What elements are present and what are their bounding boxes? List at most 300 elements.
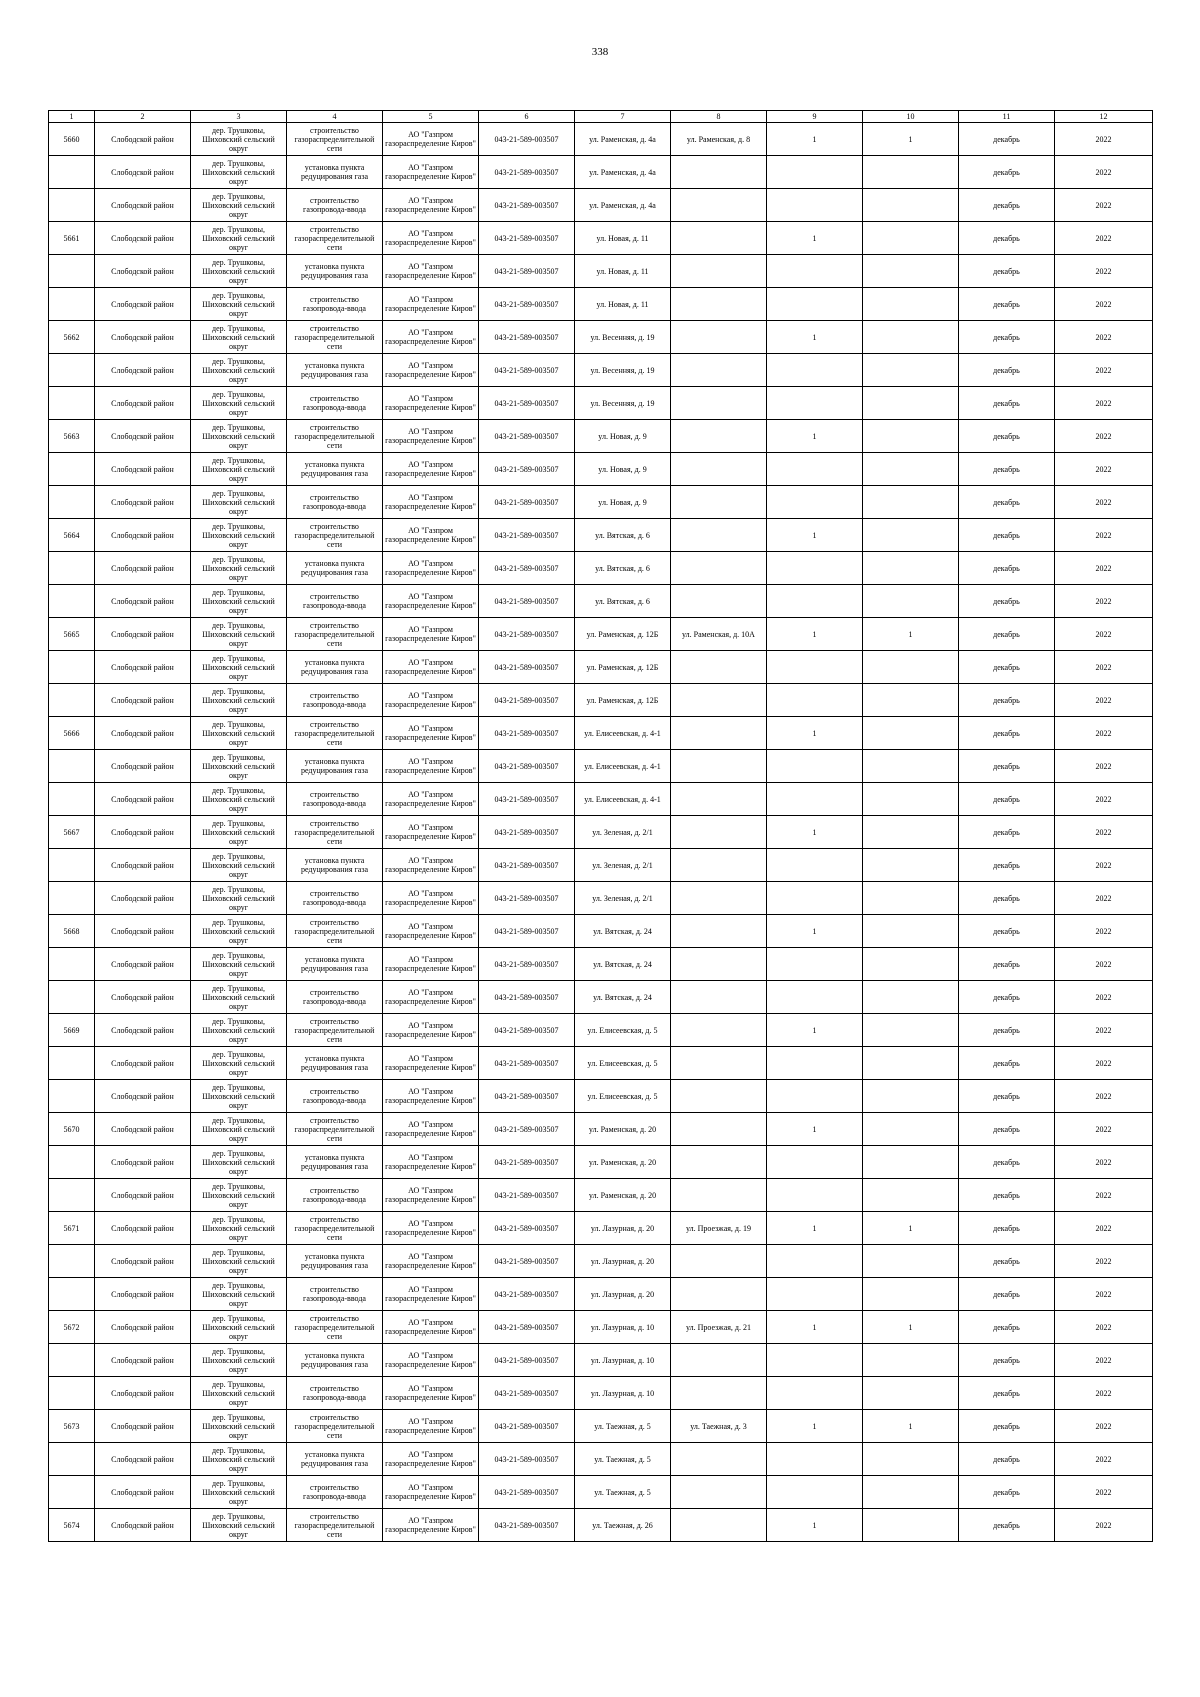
address-cell [575, 1410, 671, 1443]
month-cell [959, 1047, 1055, 1080]
month-cell [959, 1113, 1055, 1146]
address-cell [575, 1212, 671, 1245]
count-col10-cell-text: 1 [908, 629, 913, 639]
organization-cell [383, 321, 479, 354]
code-cell-text: 043-21-589-003507 [494, 200, 559, 210]
address2-cell [671, 585, 767, 618]
address-cell [575, 156, 671, 189]
district-cell-text: Слободской район [111, 497, 174, 507]
table-row [49, 750, 1153, 783]
address-cell [575, 486, 671, 519]
settlement-cell-text: дер. Трушковы, Шиховский сельский округ [202, 785, 275, 813]
year-cell [1055, 948, 1153, 981]
month-cell-text: декабрь [993, 992, 1020, 1002]
year-cell [1055, 552, 1153, 585]
organization-cell [383, 222, 479, 255]
organization-cell-text: АО "Газпром газораспределение Киров" [385, 1087, 476, 1105]
district-cell-text: Слободской район [111, 662, 174, 672]
address2-cell [671, 387, 767, 420]
work-type-cell [287, 123, 383, 156]
month-cell [959, 1377, 1055, 1410]
year-cell-text: 2022 [1095, 1388, 1112, 1398]
year-cell [1055, 1344, 1153, 1377]
organization-cell [383, 618, 479, 651]
work-type-cell [287, 717, 383, 750]
code-cell [479, 618, 575, 651]
settlement-cell-text: дер. Трушковы, Шиховский сельский округ [202, 950, 275, 978]
code-cell [479, 1014, 575, 1047]
month-cell [959, 684, 1055, 717]
settlement-cell-text: дер. Трушковы, Шиховский сельский округ [202, 851, 275, 879]
district-cell-text: Слободской район [111, 1520, 174, 1530]
settlement-cell [191, 1476, 287, 1509]
settlement-cell [191, 816, 287, 849]
settlement-cell [191, 1146, 287, 1179]
settlement-cell-text: дер. Трушковы, Шиховский сельский округ [202, 389, 275, 417]
address2-cell [671, 783, 767, 816]
table-row [49, 387, 1153, 420]
year-cell [1055, 519, 1153, 552]
settlement-cell-text: дер. Трушковы, Шиховский сельский округ [202, 620, 275, 648]
address-cell [575, 255, 671, 288]
settlement-cell-text: дер. Трушковы, Шиховский сельский округ [202, 884, 275, 912]
month-cell [959, 552, 1055, 585]
code-cell-text: 043-21-589-003507 [494, 992, 559, 1002]
month-cell [959, 1410, 1055, 1443]
table-row [49, 1245, 1153, 1278]
code-cell-text: 043-21-589-003507 [494, 1289, 559, 1299]
address-cell [575, 1014, 671, 1047]
address-cell-text: ул. Вятская, д. 6 [595, 596, 650, 606]
count-col10-cell [863, 486, 959, 519]
row-number [49, 783, 95, 816]
address2-cell [671, 486, 767, 519]
work-type-cell [287, 981, 383, 1014]
settlement-cell [191, 651, 287, 684]
month-cell [959, 948, 1055, 981]
year-cell-text: 2022 [1095, 629, 1112, 639]
work-type-cell [287, 1014, 383, 1047]
work-type-cell [287, 1377, 383, 1410]
count-col10-cell [863, 717, 959, 750]
table-row [49, 420, 1153, 453]
year-cell [1055, 1212, 1153, 1245]
organization-cell [383, 288, 479, 321]
work-type-cell-text: установка пункта редуцирования газа [300, 559, 369, 577]
district-cell-text: Слободской район [111, 167, 174, 177]
table-row [49, 1509, 1153, 1542]
work-type-cell [287, 1278, 383, 1311]
organization-cell [383, 1047, 479, 1080]
address2-cell [671, 156, 767, 189]
count-col9-cell-text: 1 [812, 1223, 817, 1233]
table-row [49, 123, 1153, 156]
district-cell-text: Слободской район [111, 1388, 174, 1398]
month-cell [959, 486, 1055, 519]
code-cell-text: 043-21-589-003507 [494, 1322, 559, 1332]
code-cell-text: 043-21-589-003507 [494, 1025, 559, 1035]
count-col9-cell [767, 684, 863, 717]
organization-cell-text: АО "Газпром газораспределение Киров" [385, 856, 476, 874]
organization-cell-text: АО "Газпром газораспределение Киров" [385, 625, 476, 643]
year-cell-text: 2022 [1095, 992, 1112, 1002]
count-col9-cell [767, 717, 863, 750]
count-col10-cell [863, 1014, 959, 1047]
table-body [49, 123, 1153, 1542]
district-cell [95, 321, 191, 354]
district-cell [95, 1245, 191, 1278]
month-cell [959, 354, 1055, 387]
count-col9-cell [767, 1047, 863, 1080]
district-cell-text: Слободской район [111, 794, 174, 804]
organization-cell-text: АО "Газпром газораспределение Киров" [385, 493, 476, 511]
count-col10-cell-text: 1 [908, 1421, 913, 1431]
row-number [49, 552, 95, 585]
month-cell-text: декабрь [993, 1454, 1020, 1464]
settlement-cell-text: дер. Трушковы, Шиховский сельский округ [202, 1313, 275, 1341]
address-cell [575, 1278, 671, 1311]
organization-cell-text: АО "Газпром газораспределение Киров" [385, 328, 476, 346]
address-cell [575, 123, 671, 156]
settlement-cell [191, 1278, 287, 1311]
address-cell-text: ул. Вятская, д. 24 [593, 992, 652, 1002]
count-col9-cell [767, 1080, 863, 1113]
work-type-cell-text: установка пункта редуцирования газа [300, 658, 369, 676]
year-cell [1055, 1311, 1153, 1344]
work-type-cell [287, 750, 383, 783]
column-header-11: 11 [959, 111, 1055, 123]
column-header-5: 5 [383, 111, 479, 123]
settlement-cell [191, 1113, 287, 1146]
address-cell [575, 948, 671, 981]
year-cell-text: 2022 [1095, 695, 1112, 705]
month-cell [959, 1344, 1055, 1377]
work-type-cell [287, 453, 383, 486]
work-type-cell [287, 321, 383, 354]
month-cell [959, 1080, 1055, 1113]
table-row [49, 915, 1153, 948]
address-cell-text: ул. Вятская, д. 6 [595, 563, 650, 573]
address-cell-text: ул. Лазурная, д. 20 [590, 1289, 655, 1299]
district-cell [95, 156, 191, 189]
work-type-cell [287, 1146, 383, 1179]
count-col10-cell [863, 1212, 959, 1245]
count-col10-cell [863, 750, 959, 783]
work-type-cell-text: установка пункта редуцирования газа [300, 757, 369, 775]
district-cell-text: Слободской район [111, 1058, 174, 1068]
district-cell-text: Слободской район [111, 134, 174, 144]
settlement-cell-text: дер. Трушковы, Шиховский сельский округ [202, 1247, 275, 1275]
month-cell-text: декабрь [993, 761, 1020, 771]
address-cell-text: ул. Весенняя, д. 19 [590, 332, 655, 342]
month-cell-text: декабрь [993, 200, 1020, 210]
district-cell-text: Слободской район [111, 398, 174, 408]
address-cell [575, 1476, 671, 1509]
row-number [49, 1113, 95, 1146]
work-type-cell-text: строительство газопровода-ввода [303, 1087, 366, 1105]
district-cell-text: Слободской район [111, 1091, 174, 1101]
count-col10-cell [863, 387, 959, 420]
month-cell-text: декабрь [993, 959, 1020, 969]
work-type-cell-text: установка пункта редуцирования газа [300, 955, 369, 973]
address-cell-text: ул. Елисеевская, д. 5 [587, 1025, 658, 1035]
month-cell-text: декабрь [993, 497, 1020, 507]
year-cell [1055, 156, 1153, 189]
count-col9-cell-text: 1 [812, 233, 817, 243]
organization-cell-text: АО "Газпром газораспределение Киров" [385, 1384, 476, 1402]
column-header-12: 12 [1055, 111, 1153, 123]
organization-cell-text: АО "Газпром газораспределение Киров" [385, 1252, 476, 1270]
address2-cell [671, 948, 767, 981]
organization-cell-text: АО "Газпром газораспределение Киров" [385, 361, 476, 379]
table-row [49, 651, 1153, 684]
organization-cell-text: АО "Газпром газораспределение Киров" [385, 1054, 476, 1072]
district-cell-text: Слободской район [111, 1289, 174, 1299]
year-cell-text: 2022 [1095, 596, 1112, 606]
year-cell-text: 2022 [1095, 134, 1112, 144]
district-cell-text: Слободской район [111, 365, 174, 375]
code-cell-text: 043-21-589-003507 [494, 662, 559, 672]
organization-cell [383, 684, 479, 717]
row-number [49, 1443, 95, 1476]
year-cell-text: 2022 [1095, 959, 1112, 969]
table-row [49, 1212, 1153, 1245]
organization-cell-text: АО "Газпром газораспределение Киров" [385, 1417, 476, 1435]
count-col9-cell-text: 1 [812, 431, 817, 441]
count-col10-cell [863, 288, 959, 321]
month-cell-text: декабрь [993, 1355, 1020, 1365]
year-cell-text: 2022 [1095, 200, 1112, 210]
district-cell [95, 1146, 191, 1179]
row-number [49, 1014, 95, 1047]
year-cell [1055, 1014, 1153, 1047]
settlement-cell-text: дер. Трушковы, Шиховский сельский округ [202, 257, 275, 285]
table-row [49, 1476, 1153, 1509]
address-cell-text: ул. Раменская, д. 12Б [586, 662, 659, 672]
year-cell-text: 2022 [1095, 497, 1112, 507]
month-cell-text: декабрь [993, 1388, 1020, 1398]
month-cell [959, 288, 1055, 321]
settlement-cell-text: дер. Трушковы, Шиховский сельский округ [202, 1445, 275, 1473]
month-cell-text: декабрь [993, 233, 1020, 243]
count-col9-cell [767, 321, 863, 354]
settlement-cell-text: дер. Трушковы, Шиховский сельский округ [202, 290, 275, 318]
table-row [49, 1014, 1153, 1047]
organization-cell [383, 1410, 479, 1443]
count-col9-cell [767, 1014, 863, 1047]
district-cell-text: Слободской район [111, 827, 174, 837]
work-type-cell-text: строительство газораспределительной сети [294, 323, 375, 351]
code-cell-text: 043-21-589-003507 [494, 299, 559, 309]
month-cell [959, 189, 1055, 222]
year-cell-text: 2022 [1095, 1322, 1112, 1332]
settlement-cell [191, 420, 287, 453]
address2-cell [671, 1047, 767, 1080]
count-col10-cell [863, 321, 959, 354]
year-cell [1055, 816, 1153, 849]
organization-cell-text: АО "Газпром газораспределение Киров" [385, 163, 476, 181]
settlement-cell-text: дер. Трушковы, Шиховский сельский округ [202, 686, 275, 714]
address-cell [575, 354, 671, 387]
district-cell-text: Слободской район [111, 266, 174, 276]
code-cell-text: 043-21-589-003507 [494, 134, 559, 144]
code-cell-text: 043-21-589-003507 [494, 530, 559, 540]
row-number [49, 156, 95, 189]
work-type-cell [287, 1212, 383, 1245]
district-cell [95, 849, 191, 882]
code-cell-text: 043-21-589-003507 [494, 860, 559, 870]
row-number-text: 5668 [63, 926, 80, 936]
month-cell-text: декабрь [993, 464, 1020, 474]
address-cell [575, 915, 671, 948]
address-cell-text: ул. Лазурная, д. 20 [590, 1256, 655, 1266]
count-col10-cell [863, 585, 959, 618]
district-cell [95, 486, 191, 519]
count-col9-cell [767, 255, 863, 288]
year-cell [1055, 1113, 1153, 1146]
code-cell-text: 043-21-589-003507 [494, 266, 559, 276]
month-cell [959, 1278, 1055, 1311]
year-cell-text: 2022 [1095, 662, 1112, 672]
code-cell-text: 043-21-589-003507 [494, 1355, 559, 1365]
code-cell-text: 043-21-589-003507 [494, 893, 559, 903]
settlement-cell [191, 1509, 287, 1542]
count-col10-cell [863, 618, 959, 651]
organization-cell-text: АО "Газпром газораспределение Киров" [385, 1186, 476, 1204]
work-type-cell-text: установка пункта редуцирования газа [300, 1351, 369, 1369]
year-cell-text: 2022 [1095, 530, 1112, 540]
code-cell-text: 043-21-589-003507 [494, 695, 559, 705]
count-col9-cell [767, 651, 863, 684]
code-cell [479, 1377, 575, 1410]
work-type-cell-text: строительство газораспределительной сети [294, 521, 375, 549]
table-row [49, 255, 1153, 288]
year-cell [1055, 420, 1153, 453]
page-number: 338 [591, 46, 609, 58]
settlement-cell-text: дер. Трушковы, Шиховский сельский округ [202, 554, 275, 582]
work-type-cell-text: строительство газопровода-ввода [303, 592, 366, 610]
row-number [49, 717, 95, 750]
work-type-cell [287, 552, 383, 585]
count-col9-cell [767, 1212, 863, 1245]
district-cell-text: Слободской район [111, 893, 174, 903]
organization-cell [383, 1212, 479, 1245]
month-cell-text: декабрь [993, 1091, 1020, 1101]
code-cell-text: 043-21-589-003507 [494, 1256, 559, 1266]
settlement-cell [191, 684, 287, 717]
code-cell [479, 1113, 575, 1146]
settlement-cell [191, 1377, 287, 1410]
work-type-cell [287, 255, 383, 288]
row-number [49, 981, 95, 1014]
organization-cell [383, 750, 479, 783]
count-col9-cell [767, 948, 863, 981]
count-col9-cell [767, 1146, 863, 1179]
month-cell [959, 1179, 1055, 1212]
work-type-cell [287, 816, 383, 849]
organization-cell [383, 1443, 479, 1476]
settlement-cell-text: дер. Трушковы, Шиховский сельский округ [202, 1016, 275, 1044]
address-cell-text: ул. Новая, д. 11 [596, 233, 649, 243]
year-cell [1055, 387, 1153, 420]
count-col9-cell-text: 1 [812, 1322, 817, 1332]
code-cell-text: 043-21-589-003507 [494, 1223, 559, 1233]
organization-cell [383, 1509, 479, 1542]
address2-cell [671, 1179, 767, 1212]
month-cell-text: декабрь [993, 860, 1020, 870]
row-number [49, 618, 95, 651]
row-number [49, 1146, 95, 1179]
month-cell [959, 750, 1055, 783]
address2-cell [671, 552, 767, 585]
table-row [49, 453, 1153, 486]
code-cell [479, 816, 575, 849]
address-cell [575, 618, 671, 651]
table-row [49, 849, 1153, 882]
settlement-cell-text: дер. Трушковы, Шиховский сельский округ [202, 1511, 275, 1539]
organization-cell-text: АО "Газпром газораспределение Киров" [385, 526, 476, 544]
count-col9-cell [767, 1179, 863, 1212]
organization-cell-text: АО "Газпром газораспределение Киров" [385, 592, 476, 610]
address2-cell-text: ул. Проезжая, д. 19 [685, 1223, 751, 1233]
organization-cell [383, 552, 479, 585]
settlement-cell-text: дер. Трушковы, Шиховский сельский округ [202, 818, 275, 846]
organization-cell [383, 255, 479, 288]
district-cell-text: Слободской район [111, 860, 174, 870]
year-cell [1055, 618, 1153, 651]
address-cell [575, 1047, 671, 1080]
settlement-cell [191, 189, 287, 222]
address-cell-text: ул. Таежная, д. 26 [592, 1520, 653, 1530]
code-cell-text: 043-21-589-003507 [494, 1124, 559, 1134]
month-cell [959, 1146, 1055, 1179]
month-cell [959, 1443, 1055, 1476]
address2-cell [671, 1443, 767, 1476]
work-type-cell-text: строительство газопровода-ввода [303, 1186, 366, 1204]
settlement-cell-text: дер. Трушковы, Шиховский сельский округ [202, 323, 275, 351]
address-cell-text: ул. Новая, д. 9 [598, 497, 647, 507]
district-cell [95, 1080, 191, 1113]
month-cell-text: декабрь [993, 1421, 1020, 1431]
count-col9-cell-text: 1 [812, 1124, 817, 1134]
work-type-cell [287, 1047, 383, 1080]
district-cell-text: Слободской район [111, 1256, 174, 1266]
row-number-text: 5661 [63, 233, 80, 243]
count-col9-cell [767, 420, 863, 453]
work-type-cell [287, 288, 383, 321]
row-number [49, 486, 95, 519]
settlement-cell-text: дер. Трушковы, Шиховский сельский округ [202, 1379, 275, 1407]
month-cell [959, 222, 1055, 255]
address-cell-text: ул. Лазурная, д. 10 [590, 1355, 655, 1365]
organization-cell [383, 1311, 479, 1344]
work-type-cell [287, 354, 383, 387]
district-cell-text: Слободской район [111, 1124, 174, 1134]
work-type-cell-text: строительство газопровода-ввода [303, 295, 366, 313]
year-cell [1055, 1377, 1153, 1410]
year-cell [1055, 915, 1153, 948]
year-cell-text: 2022 [1095, 1520, 1112, 1530]
settlement-cell-text: дер. Трушковы, Шиховский сельский округ [202, 719, 275, 747]
column-header-3: 3 [191, 111, 287, 123]
settlement-cell-text: дер. Трушковы, Шиховский сельский округ [202, 158, 275, 186]
month-cell-text: декабрь [993, 695, 1020, 705]
organization-cell [383, 849, 479, 882]
code-cell [479, 255, 575, 288]
row-number [49, 354, 95, 387]
address2-cell [671, 1377, 767, 1410]
district-cell-text: Слободской район [111, 1190, 174, 1200]
